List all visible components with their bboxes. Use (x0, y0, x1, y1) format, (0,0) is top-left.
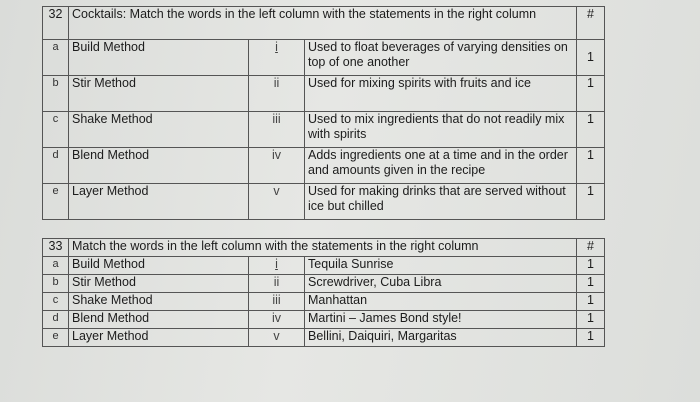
statement-cell: Used to mix ingredients that do not readily mix with spirits (305, 112, 577, 148)
method-cell: Stir Method (69, 76, 249, 112)
table-row (43, 148, 605, 184)
roman-cell: ii (249, 76, 305, 112)
method-cell: Shake Method (69, 112, 249, 148)
score-cell: 1 (577, 257, 605, 275)
method-cell: Layer Method (69, 329, 249, 347)
statement-cell: Tequila Sunrise (305, 257, 577, 275)
row-letter: d (43, 311, 69, 329)
score-cell: 1 (577, 112, 605, 148)
table-row (43, 184, 605, 220)
row-letter: a (43, 40, 69, 76)
roman-cell: iii (249, 112, 305, 148)
score-cell: 1 (577, 40, 605, 76)
table-row (43, 329, 605, 347)
statement-cell: Bellini, Daiquiri, Margaritas (305, 329, 577, 347)
table-row (43, 293, 605, 311)
question-33-table (42, 238, 605, 347)
method-cell: Blend Method (69, 148, 249, 184)
table-row (43, 40, 605, 76)
row-letter: c (43, 112, 69, 148)
method-cell: Layer Method (69, 184, 249, 220)
statement-cell: Screwdriver, Cuba Libra (305, 275, 577, 293)
question-32-table (42, 6, 605, 220)
question-title: Cocktails: Match the words in the left column with the statements in the right column (69, 7, 577, 40)
roman-cell: iii (249, 293, 305, 311)
statement-cell: Adds ingredients one at a time and in the order and amounts given in the recipe (305, 148, 577, 184)
statement-cell: Used for making drinks that are served without ice but chilled (305, 184, 577, 220)
table-row (43, 112, 605, 148)
table-row (43, 275, 605, 293)
method-cell: Blend Method (69, 311, 249, 329)
question-number: 32 (43, 7, 69, 40)
row-letter: b (43, 275, 69, 293)
row-letter: e (43, 184, 69, 220)
row-letter: c (43, 293, 69, 311)
roman-cell: iv (249, 148, 305, 184)
statement-cell: Used for mixing spirits with fruits and ice (305, 76, 577, 112)
statement-cell: Manhattan (305, 293, 577, 311)
roman-cell: i (249, 40, 305, 76)
score-cell: 1 (577, 184, 605, 220)
question-number: 33 (43, 239, 69, 257)
row-letter: b (43, 76, 69, 112)
method-cell: Build Method (69, 257, 249, 275)
question-title: Match the words in the left column with the statements in the right column (69, 239, 577, 257)
method-cell: Shake Method (69, 293, 249, 311)
method-cell: Build Method (69, 40, 249, 76)
table-row (43, 311, 605, 329)
score-cell: 1 (577, 275, 605, 293)
score-cell: 1 (577, 329, 605, 347)
roman-cell: v (249, 329, 305, 347)
score-cell: 1 (577, 311, 605, 329)
roman-cell: ii (249, 275, 305, 293)
score-header: # (577, 7, 605, 40)
roman-cell: v (249, 184, 305, 220)
roman-cell: iv (249, 311, 305, 329)
score-cell: 1 (577, 76, 605, 112)
question-33-header-row (43, 239, 605, 257)
score-cell: 1 (577, 293, 605, 311)
row-letter: d (43, 148, 69, 184)
statement-cell: Used to float beverages of varying densities on top of one another (305, 40, 577, 76)
statement-cell: Martini – James Bond style! (305, 311, 577, 329)
roman-cell: i (249, 257, 305, 275)
row-letter: e (43, 329, 69, 347)
score-cell: 1 (577, 148, 605, 184)
table-row (43, 76, 605, 112)
method-cell: Stir Method (69, 275, 249, 293)
table-row (43, 257, 605, 275)
question-32-header-row (43, 7, 605, 40)
row-letter: a (43, 257, 69, 275)
score-header: # (577, 239, 605, 257)
